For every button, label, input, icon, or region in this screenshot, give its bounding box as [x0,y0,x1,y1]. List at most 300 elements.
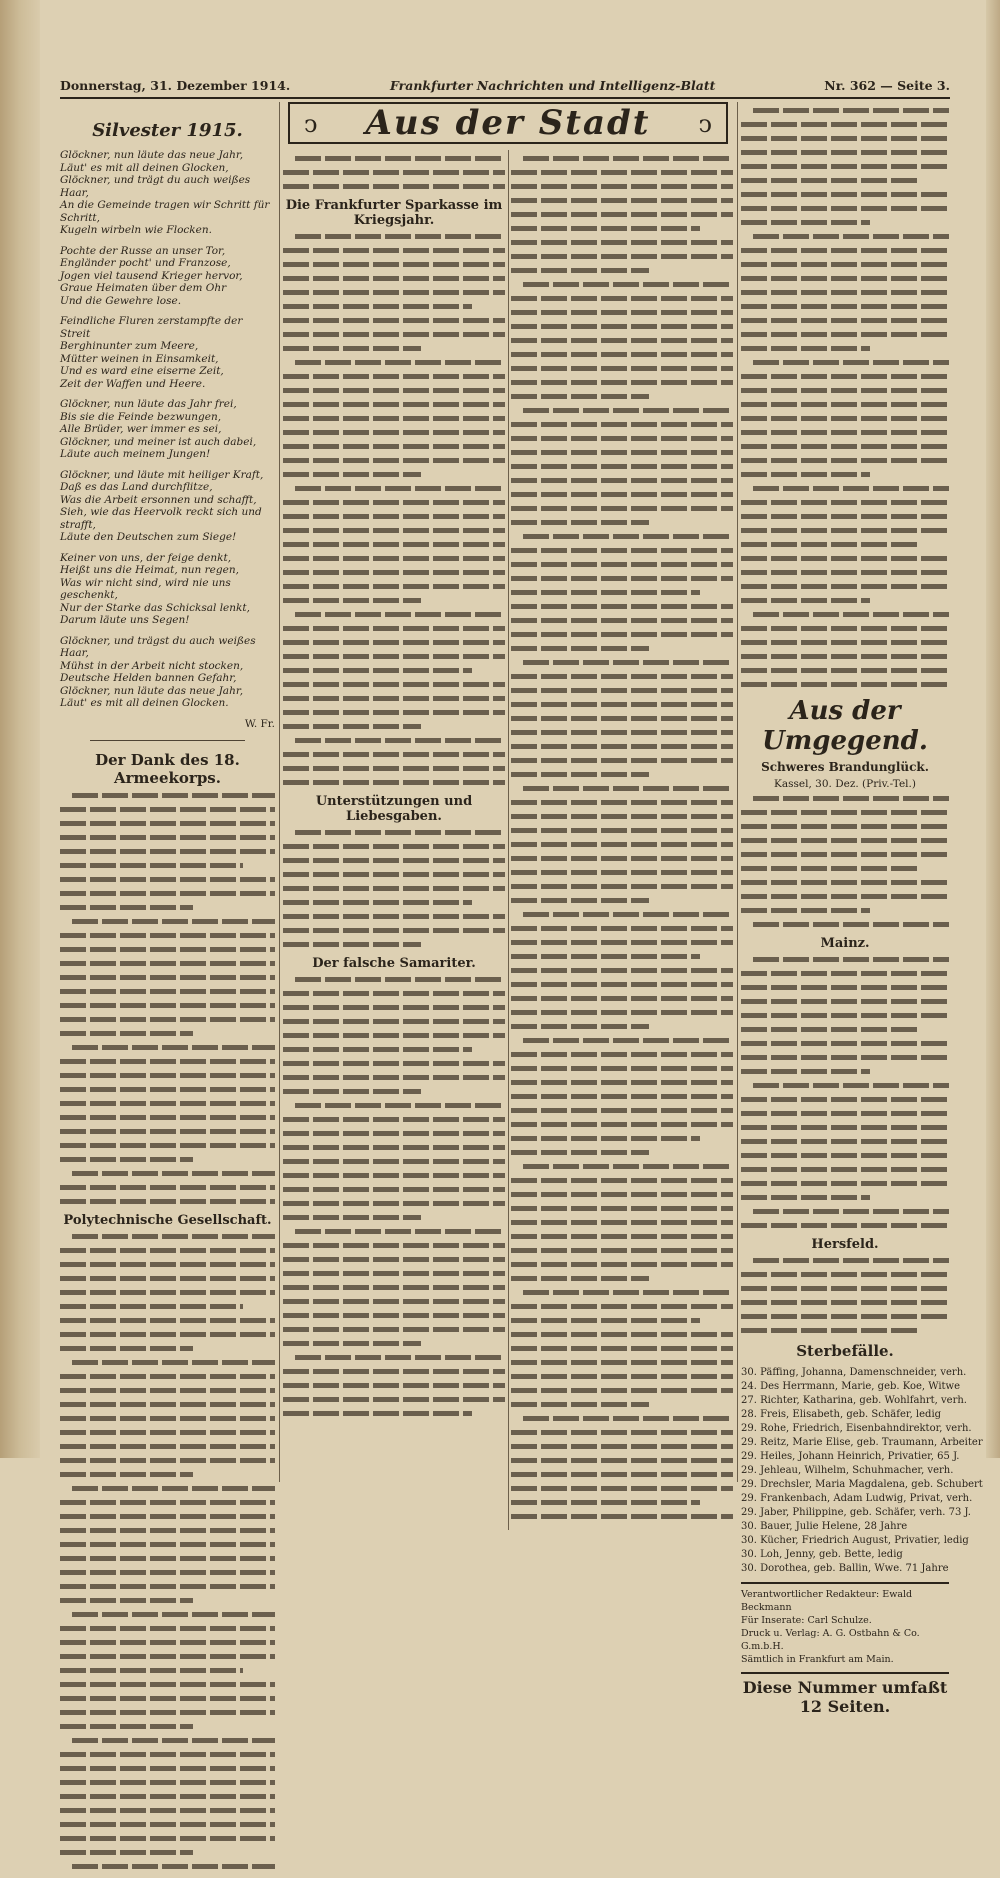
text-line [60,1822,275,1827]
text-line [283,318,505,323]
text-line [511,1206,733,1211]
text-line [60,1318,275,1323]
text-line [283,640,505,645]
text-line [511,170,733,175]
poem-line: Glöckner, und trägst du auch weißes Haar, [60,634,256,659]
text-line [741,908,870,913]
text-line [60,1500,275,1505]
text-line [511,1472,733,1477]
text-line [741,514,949,519]
text-line [741,1223,949,1228]
text-line [283,900,472,905]
death-entry: 30. Loh, Jenny, geb. Bette, ledig [741,1549,903,1560]
text-line [283,170,505,175]
text-line [511,1248,733,1253]
poem-line: Darum läute uns Segen! [60,614,190,626]
text-line [283,1201,505,1206]
poem-stanza [60,635,275,710]
poem-line: Glöckner, und trägt du auch weißes Haar, [60,174,251,199]
text-line [511,1192,733,1197]
text-line [283,914,505,919]
text-line [511,870,733,875]
text-line [60,1514,275,1519]
poem-line: Nur der Starke das Schicksal lenkt, [60,601,250,614]
text-line [741,346,870,351]
article-body [511,156,733,1519]
text-line [753,612,949,617]
poem-line: Glöckner, nun läute das Jahr frei, [60,398,237,410]
text-line [283,942,421,947]
text-line [753,957,949,962]
text-line [60,1668,243,1673]
headline-hersfeld: Hersfeld. [811,1237,879,1252]
text-line [753,1209,949,1214]
text-line [60,1388,275,1393]
text-line [511,324,733,329]
text-line [283,654,505,659]
poem-line: Deutsche Helden bannen Gefahr, [60,672,237,684]
text-line [741,668,949,673]
ornament-right-icon: ↄ [698,110,712,138]
text-line [283,1145,505,1150]
text-line [60,1780,275,1785]
article-body [741,796,949,927]
text-line [60,1073,275,1078]
text-line [283,886,505,891]
text-line [753,234,949,239]
text-line [511,1346,733,1351]
page-binding-edge [0,0,40,1458]
poem-line: Läut' es mit all deinen Glocken. [60,697,229,709]
text-line [511,590,700,595]
text-line [60,1101,275,1106]
poem-line: Keiner von uns, der feige denkt, [60,551,232,564]
text-line [283,248,505,253]
column-divider [508,150,509,1530]
text-line [283,528,505,533]
text-line [60,1430,275,1435]
text-line [283,1341,421,1346]
text-line [741,430,949,435]
text-line [511,212,733,217]
text-line [741,894,949,899]
text-line [60,1710,275,1715]
text-line [511,828,733,833]
text-line [511,646,649,651]
death-entry: 29. Jehleau, Wilhelm, Schuhmacher, verh. [741,1465,954,1476]
text-line [283,184,505,189]
page-count-note: Diese Nummer umfaßt 12 Seiten. [741,1672,949,1716]
text-line [60,1626,275,1631]
text-line [741,192,949,197]
text-line [741,1153,949,1158]
text-line [511,1136,700,1141]
poem-line: Und die Gewehre lose. [60,294,182,307]
text-line [72,1045,275,1050]
header-newspaper-name: Frankfurter Nachrichten und Intelligenz-Blatt [390,78,716,93]
text-line [511,492,733,497]
text-line [283,780,505,785]
text-line [741,1167,949,1172]
text-line [523,786,733,791]
ornament-left-icon: ↄ [304,110,318,138]
death-entry: 30. Päffing, Johanna, Damenschneider, verh. [741,1367,967,1378]
text-line [60,1598,193,1603]
text-line [283,1271,505,1276]
text-line [511,1234,733,1239]
text-line [72,1612,275,1617]
article-body [741,108,949,687]
text-line [741,654,949,659]
text-line [60,1346,193,1351]
umgegend-subtitle: Schweres Brandunglück. [761,760,929,774]
text-line [283,1117,505,1122]
column-3 [511,150,733,1528]
text-line [523,282,733,287]
text-line [511,1458,733,1463]
text-line [72,1486,275,1491]
poem-signature: W. Fr. [244,717,275,730]
umgegend-dateline: Kassel, 30. Dez. (Priv.-Tel.) [774,778,916,790]
text-line [283,1411,472,1416]
text-line [283,766,505,771]
text-line [72,1234,275,1239]
text-line [60,1017,275,1022]
text-line [295,1103,505,1108]
text-line [523,912,733,917]
text-line [283,696,505,701]
text-line [72,1864,275,1869]
poem-line: Feindliche Fluren zerstampfte der Streit [60,315,243,340]
text-line [283,1173,505,1178]
text-line [511,1066,733,1071]
page-header [60,75,950,99]
text-line [523,534,733,539]
column-1 [60,102,275,1878]
text-line [283,332,505,337]
death-entry: 29. Drechsler, Maria Magdalena, geb. Schubert [741,1479,983,1490]
text-line [741,1139,949,1144]
text-line [511,814,733,819]
text-line [511,1024,649,1029]
text-line [283,928,505,933]
text-line [741,1055,949,1060]
imprint-ads: Für Inserate: Carl Schulze. [741,1615,872,1626]
text-line [60,1836,275,1841]
text-line [741,640,949,645]
text-line [60,1374,275,1379]
text-line [283,682,505,687]
text-line [741,556,949,561]
section-banner [288,102,728,144]
poem-line: Heißt uns die Heimat, nun regen, [60,564,239,576]
text-line [60,1031,193,1036]
text-line [60,1087,275,1092]
text-line [283,430,505,435]
text-line [283,346,421,351]
death-entry: 28. Freis, Elisabeth, geb. Schäfer, ledig [741,1409,942,1420]
text-line [60,863,243,868]
text-line [741,500,949,505]
text-line [283,556,505,561]
text-line [60,1003,275,1008]
headline-unterstuetzungen: Unterstützungen und Liebesgaben. [315,794,473,824]
text-line [741,276,949,281]
text-line [741,178,918,183]
text-line [741,880,949,885]
text-line [753,796,949,801]
text-line [511,394,649,399]
poem-line: Was die Arbeit ersonnen und schafft, [60,493,257,506]
death-entry: 27. Richter, Katharina, geb. Wohlfahrt, verh. [741,1395,967,1406]
text-line [60,1157,193,1162]
text-line [511,576,733,581]
text-line [283,1061,505,1066]
text-line [283,388,505,393]
text-line [60,1724,193,1729]
poem-line: Glöckner, und meiner ist auch dabei, [60,435,257,448]
header-rule [60,97,950,99]
text-line [753,922,949,927]
poem-line: Bis sie die Feinde bezwungen, [60,410,222,423]
text-line [511,520,649,525]
text-line [72,919,275,924]
text-line [60,1199,275,1204]
text-line [511,1402,649,1407]
text-line [60,1143,275,1148]
column-2 [283,150,505,1425]
text-line [753,1083,949,1088]
poem-line: Läute den Deutschen zum Siege! [60,531,237,543]
text-line [295,234,505,239]
poem-body [60,149,275,710]
text-line [295,612,505,617]
text-line [741,626,949,631]
poem-stanza [60,245,275,308]
text-line [741,164,949,169]
text-line [283,1369,505,1374]
text-line [741,824,949,829]
death-entry: 30. Bauer, Julie Helene, 28 Jahre [741,1521,908,1532]
headline-samariter: Der falsche Samariter. [312,956,476,971]
text-line [60,989,275,994]
headline-mainz: Mainz. [820,936,870,951]
text-line [511,1276,649,1281]
text-line [60,1458,275,1463]
text-line [283,1299,505,1304]
text-line [741,999,949,1004]
text-line [283,276,505,281]
text-line [741,1286,949,1291]
text-line [511,450,733,455]
text-line [511,436,733,441]
text-line [511,184,733,189]
text-line [741,810,949,815]
poem-stanza [60,398,275,461]
text-line [60,1570,275,1575]
text-line [741,472,870,477]
poem-line: Zeit der Waffen und Heere. [60,377,206,390]
death-entry: 29. Reitz, Marie Elise, geb. Traumann, Arbeiter [741,1437,983,1448]
death-notices [741,1366,983,1576]
death-entry: 29. Heiles, Johann Heinrich, Privatier, 65 J. [741,1451,960,1462]
column-divider [279,102,280,1482]
poem-line: Läute auch meinem Jungen! [60,448,211,460]
text-line [60,849,275,854]
text-line [511,548,733,553]
text-line [283,598,421,603]
poem-line: Glöckner, nun läute das neue Jahr, [60,149,244,161]
death-entry: 29. Frankenbach, Adam Ludwig, Privat, verh. [741,1493,973,1504]
text-line [511,1108,733,1113]
text-line [741,1314,949,1319]
text-line [511,464,733,469]
text-line [295,1229,505,1234]
text-line [295,830,505,835]
text-line [741,852,949,857]
text-line [523,1164,733,1169]
text-line [295,360,505,365]
text-line [511,842,733,847]
text-line [60,807,275,812]
imprint-rule [741,1582,949,1584]
poem-line: Und es ward eine eiserne Zeit, [60,365,224,377]
text-line [741,220,870,225]
text-line [283,374,505,379]
text-line [511,338,733,343]
article-separator [90,740,245,741]
text-line [283,1285,505,1290]
text-line [741,304,949,309]
text-line [60,1416,275,1421]
text-line [283,1005,505,1010]
text-line [283,1243,505,1248]
text-line [511,1514,733,1519]
text-line [283,1159,505,1164]
text-line [741,1013,949,1018]
poem-line: Daß es das Land durchflitze, [60,481,213,493]
poem-stanza [60,552,275,627]
text-line [283,1397,505,1402]
poem-line: Berghinunter zum Meere, [60,340,199,352]
text-line [511,562,733,567]
headline-polytech: Polytechnische Gesellschaft. [63,1212,272,1228]
header-date: Donnerstag, 31. Dezember 1914. [60,78,291,93]
text-line [511,1444,733,1449]
text-line [511,1150,649,1155]
text-line [60,947,275,952]
text-line [283,262,505,267]
text-line [511,1080,733,1085]
poem-line: Glöckner, und läute mit heiliger Kraft, [60,468,264,481]
text-line [60,1332,275,1337]
text-line [60,905,193,910]
text-line [511,716,733,721]
text-line [60,961,275,966]
text-line [283,290,505,295]
text-line [741,584,949,589]
text-line [60,1059,275,1064]
text-line [60,1542,275,1547]
text-line [511,1388,733,1393]
text-line [511,954,700,959]
text-line [60,1654,275,1659]
text-line [511,1178,733,1183]
text-line [60,877,275,882]
text-line [295,738,505,743]
text-line [283,1047,472,1052]
text-line [511,702,733,707]
text-line [741,122,949,127]
text-line [741,262,949,267]
poem-line: Alle Brüder, wer immer es sei, [60,423,222,435]
text-line [753,1258,949,1263]
text-line [60,1304,243,1309]
header-issue-page: Nr. 362 — Seite 3. [824,78,950,93]
text-line [283,570,505,575]
text-line [753,360,949,365]
text-line [295,486,505,491]
text-line [511,632,733,637]
poem-line: Kugeln wirbeln wie Flocken. [60,224,212,236]
text-line [511,268,649,273]
text-line [72,793,275,798]
text-line [60,1129,275,1134]
text-line [60,891,275,896]
poem-line: Mütter weinen in Einsamkeit, [60,352,219,365]
text-line [741,1300,949,1305]
text-line [511,226,700,231]
text-line [295,977,505,982]
poem-line: An die Gemeinde tragen wir Schritt für Schritt, [60,199,270,224]
text-line [741,542,918,547]
text-line [741,1069,870,1074]
poem-stanza [60,149,275,237]
text-line [60,1640,275,1645]
text-line [511,352,733,357]
text-line [511,254,733,259]
text-line [283,1075,505,1080]
article-body [283,977,505,1416]
text-line [511,1430,733,1435]
text-line [283,752,505,757]
text-line [741,318,949,323]
text-line [283,584,505,589]
poem-title: Silvester 1915. [92,120,243,141]
text-line [283,1313,505,1318]
text-line [283,472,421,477]
text-line [511,940,733,945]
text-line [283,416,505,421]
death-entry: 30. Kücher, Friedrich August, Privatier, ledig [741,1535,969,1546]
article-body [283,234,505,785]
text-line [60,1402,275,1407]
page-right-edge [986,0,1000,1458]
text-line [523,1038,733,1043]
text-line [511,380,733,385]
text-line [741,458,949,463]
text-line [741,1272,949,1277]
poem-line: Was wir nicht sind, wird nie uns geschenkt, [60,576,231,601]
text-line [283,542,505,547]
death-entry: 30. Dorothea, geb. Ballin, Wwe. 71 Jahre [741,1563,949,1574]
death-entry: 29. Jaber, Philippine, geb. Schäfer, verh. 73 J. [741,1507,971,1518]
text-line [511,968,733,973]
text-line [741,402,949,407]
text-line [511,506,733,511]
text-line [741,866,918,871]
text-line [511,758,733,763]
